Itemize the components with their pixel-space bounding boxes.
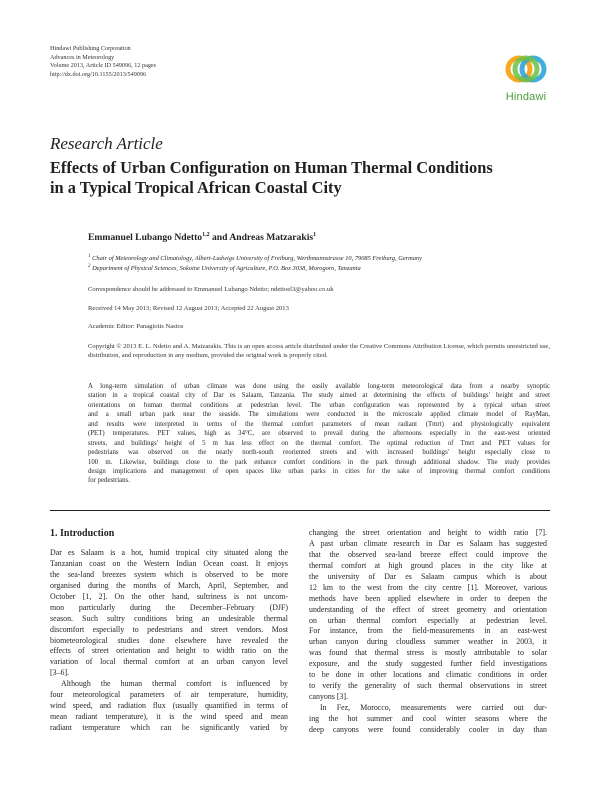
affiliation [88,265,548,272]
correspondence: Correspondence should be addressed to Emmanuel Lubango Ndetto; ndettoel3@yahoo.co.uk [88,286,334,293]
text-line: orientations on human thermal conditions at pedestrian level. The urban configuration was represented by a typical urban street [88,401,550,409]
author-name: Emmanuel Lubango Ndetto [88,232,203,243]
section-heading: 1. Introduction [50,528,115,539]
text-line: urban canyon during cloudless summer weather in 2003, it [309,637,547,647]
text-line: organised during the months of March, April, September, and [50,580,288,590]
text-line: In Fez, Morocco, measurements were carried out dur- [320,703,547,712]
affiliation-text: Department of Physical Sciences, Sokoine University of Agriculture, P.O. Box 3038, Morogoro, Tanzania [92,265,361,272]
text-line: pedestrians was observed on the nearly north-south reoriented streets and with increased buildings' height especially close to [88,449,550,457]
text-line: exposure, and the study suggested further field investigations [309,659,547,669]
text-line: the sea-land breezes system which is observed to be more [50,569,288,579]
author-list [88,232,316,243]
doi-link[interactable]: http://dx.doi.org/10.1155/2013/549096 [50,70,147,78]
text-line: station in a tropical coastal city of Dar es Salaam, Tanzania. The study aimed at determining the effects of buildings' height and street [88,392,550,400]
abstract [88,382,550,486]
academic-editor: Academic Editor: Panagiotis Nastos [88,323,184,330]
text-line: that the observed sea-land breeze effect could improve the [309,549,547,559]
right-column [309,528,547,736]
text-line: Tanzanian coast on the Western Indian Ocean coast. It enjoys [50,558,288,568]
text-line: and results were interpreted in terms of the thermal comfort parameters of mean radiant (Tmrt) and physiologically equivalent [88,420,550,428]
text-line: to be done in other locations and climatic conditions in order [309,670,547,680]
text-line: for pedestrians. [88,477,130,485]
author-affiliation-mark: 1 [313,231,317,238]
text-line: (PET) temperatures. PET values, high as 34°C, are observed to prevail during the afternoons especially in the east-west oriented [88,430,550,438]
text-line: mon particularly during the December–February (DJF) [50,602,288,612]
article-dates: Received 14 May 2013; Revised 12 August 2013; Accepted 22 August 2013 [88,305,289,312]
text-line: the university of Dar es Salaam campus which is about [309,571,547,581]
text-line: on urban thermal comfort especially at pedestrian level. [309,615,547,625]
text-line: understanding of the effect of street geometry and orientation [309,604,547,614]
text-line: For instance, from the field-measurements in an east-west [309,626,547,636]
text-line: season. Such sultry conditions bring an undesirable thermal [50,613,288,623]
text-line: was found that thermal stress is mostly attributable to solar [309,648,547,658]
author-name: Andreas Matzarakis [229,232,314,243]
text-line: biometeorological studies done elsewhere have revealed the [50,635,288,645]
title-line: Effects of Urban Configuration on Human Thermal Conditions [50,158,493,177]
text-line: radiant temperature which can be significantly varied by [50,723,288,732]
text-line: wind speed, and radiation flux (usually quantified in terms of [50,701,288,711]
copyright-notice: Copyright © 2013 E. L. Ndetto and A. Matzarakis. This is an open access article distributed under the Creative Commons Attribution License, which permits unrestricted use, distribution, and reproduction in any medium, provided the original work is properly cited. [88,343,550,360]
paper-title [50,158,550,198]
text-line: Dar es Salaam is a hot, humid tropical city situated along the [50,548,288,557]
article-type: Research Article [50,134,163,153]
author-conjunction: and [209,232,230,243]
text-line: and a small urban park near the seaside. The simulations were conducted in the microscale applied climate model of RayMan, [88,411,550,419]
text-line: Although the human thermal comfort is influenced by [61,679,288,689]
text-line: streets, and buildings' height of 5 m has less effect on the thermal comfort. The optimal reduction of Tmrt and PET values for [88,439,550,447]
affiliation [88,255,548,262]
section-divider [50,510,550,511]
text-line: design implications and management of open spaces like urban parks in cities for the sake of improving thermal comfort conditions [88,467,550,475]
text-line: mean radiant temperature), it is the wind speed and mean [50,712,288,722]
affiliation-mark: 2 [88,263,91,269]
text-line: variation of local thermal comfort at an urban canyon level [50,657,288,667]
journal-header [50,45,350,79]
text-line: methods have been applied elsewhere in order to deepen the [309,593,547,603]
text-line: ing the hot summer and cool winter seasons where the [309,713,547,723]
text-line: four meteorological parameters of air temperature, humidity, [50,690,288,700]
text-line: 100 m. Likewise, buildings close to the park enhance comfort conditions in the park through additional shadow. The study provides [88,458,550,466]
text-line: 12 km to the west from the city centre [1]. Moreover, various [309,582,547,592]
text-line: to verify the generality of such thermal observations in street [309,681,547,691]
text-line: [3–6]. [50,668,70,678]
text-line: deep canyons were found considerably cooler in day than [309,724,547,734]
text-line: A long-term simulation of urban climate was done using the easily available long-term meteorological data from a nearby synoptic [88,383,550,390]
text-line: thermal comfort at high ground places in the city like at [309,560,547,570]
text-line: A past urban climate research in Dar es Salaam has suggested [309,538,547,548]
text-line: effects of street orientation and height to width ratio on the [50,646,288,656]
hindawi-logo-text: Hindawi [505,91,547,103]
title-line: in a Typical Tropical African Coastal City [50,178,342,197]
publisher-line: Hindawi Publishing Corporation [50,45,131,52]
text-line: changing the street orientation and height to width ratio [7]. [309,528,547,537]
text-line: October [1, 2]. On the other hand, sultriness is not uncom- [50,591,288,601]
volume-line: Volume 2013, Article ID 549096, 12 pages [50,62,157,70]
affiliation-text: Chair of Meteorology and Climatology, Albert-Ludwigs University of Freiburg, Werthmannstrasse 10, 79085 Freiburg, Germany [92,255,422,262]
left-column [50,548,288,734]
affiliation-mark: 1 [88,253,91,259]
journal-name: Advances in Meteorology [50,53,115,61]
author-affiliation-mark: 1,2 [202,231,210,238]
text-line: discomfort especially to pedestrians and street vendors. Most [50,624,288,634]
text-line: canyons [3]. [309,692,349,702]
